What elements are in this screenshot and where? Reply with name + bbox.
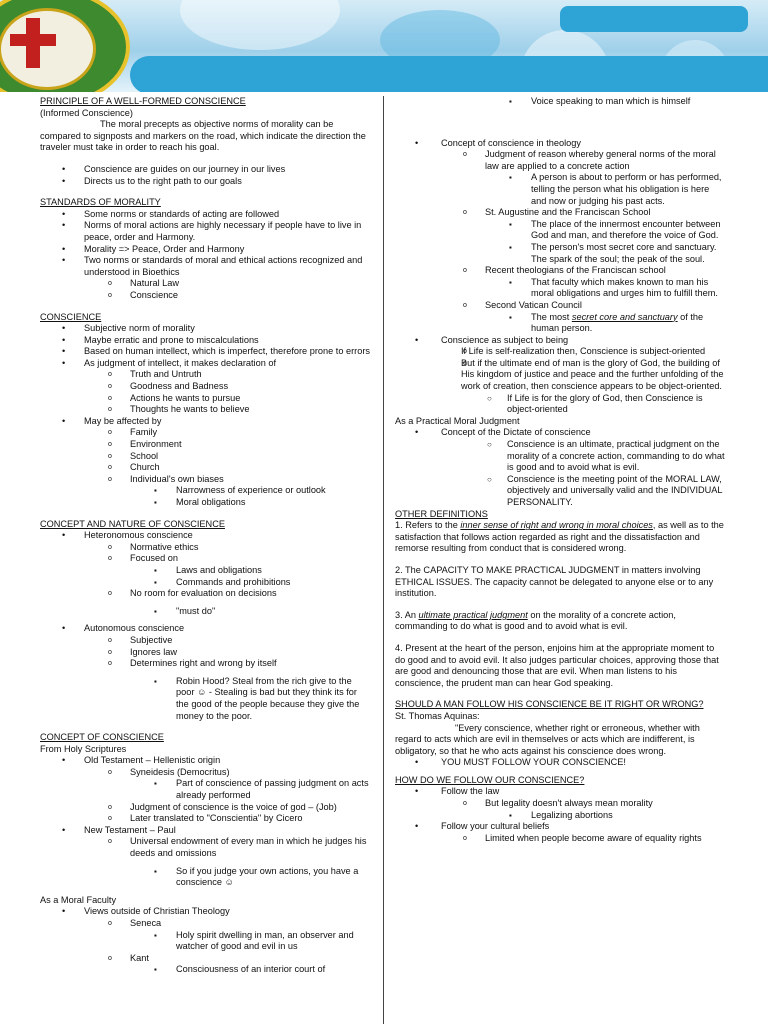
list-item: • YOU MUST FOLLOW YOUR CONSCIENCE! xyxy=(395,757,725,769)
list-item: • Autonomous conscience xyxy=(40,623,370,635)
list-item: • New Testament – Paul xyxy=(40,825,370,837)
list-item: o Limited when people become aware of equality rights xyxy=(395,833,725,845)
list-item: • Follow the law xyxy=(395,786,725,798)
text-run: of the human person. xyxy=(531,311,704,334)
list-item: o Syneidesis (Democritus) xyxy=(40,767,370,779)
list-item: ○ Conscience is an ultimate, practical judgment on the morality of a concrete action, commanding to do what is good and to avoid what is evil. xyxy=(395,439,725,474)
list-item: o Focused on xyxy=(40,553,370,565)
header-top-box xyxy=(560,6,748,32)
list-item: • Based on human intellect, which is imperfect, therefore prone to errors xyxy=(40,346,370,358)
heading-how-follow: HOW DO WE FOLLOW OUR CONSCIENCE? xyxy=(395,774,585,785)
list-item: o Conscience xyxy=(40,290,370,302)
subheading: As a Moral Faculty xyxy=(40,894,117,905)
list-item: • Subjective norm of morality xyxy=(40,323,370,335)
list-item: o Kant xyxy=(40,953,370,965)
list-item: o Thoughts he wants to believe xyxy=(40,404,370,416)
list-item: ▪ Laws and obligations xyxy=(40,565,370,577)
list-item: ▪ Part of conscience of passing judgment on acts already performed xyxy=(40,778,370,801)
list-item: ▪ Robin Hood? Steal from the rich give to the poor ☺ - Stealing is bad but they think its for the good of the people because they give the money to the poor. xyxy=(40,676,370,722)
list-item: ▪ The place of the innermost encounter between God and man, and therefore the voice of God. xyxy=(395,219,725,242)
list-item: ▪ A person is about to perform or has performed, telling the person what his obligation is here and now or judging his past acts. xyxy=(395,172,725,207)
list-item: o Recent theologians of the Franciscan school xyxy=(395,265,725,277)
heading-conscience: CONSCIENCE xyxy=(40,311,102,322)
list-item: ▪ So if you judge your own actions, you have a conscience ☺ xyxy=(40,866,370,889)
list-item: o Judgment of conscience is the voice of god – (Job) xyxy=(40,802,370,814)
column-divider xyxy=(383,96,384,1024)
list-item: o Seneca xyxy=(40,918,370,930)
emphasis-text: secret core and sanctuary xyxy=(571,311,678,322)
list-item: ▪ Holy spirit dwelling in man, an observer and watcher of good and evil in us xyxy=(40,930,370,953)
list-item: o But legality doesn't always mean morality xyxy=(395,798,725,810)
list-item: • Maybe erratic and prone to miscalculations xyxy=(40,335,370,347)
list-item: o Judgment of reason whereby general norms of the moral law are applied to a concrete action xyxy=(395,149,725,172)
list-item: o No room for evaluation on decisions xyxy=(40,588,370,600)
definition-4: 4. Present at the heart of the person, enjoins him at the appropriate moment to do good and to avoid evil. It also judges particular choices, approving those that are good and denouncing those that are evil. When man listens to his conscience, the prudent man can hear God speaking. xyxy=(395,642,719,688)
list-item: ○ Conscience is the meeting point of the MORAL LAW, objectively and universally valid and the INDIVIDUAL PERSONALITY. xyxy=(395,474,725,509)
text-run: 1. Refers to the xyxy=(395,520,461,531)
list-item: • Concept of conscience in theology xyxy=(395,138,725,150)
list-item: o If Life is self-realization then, Conscience is subject-oriented xyxy=(395,346,725,358)
list-item: • Conscience as subject to being xyxy=(395,335,725,347)
left-column xyxy=(40,96,370,976)
list-item: o Second Vatican Council xyxy=(395,300,725,312)
list-item: o Natural Law xyxy=(40,278,370,290)
heading-subtitle: (Informed Conscience) xyxy=(40,107,133,118)
list-item: o Individual's own biases xyxy=(40,474,370,486)
heading-concept-nature: CONCEPT AND NATURE OF CONSCIENCE xyxy=(40,518,225,529)
list-item: • Morality => Peace, Order and Harmony xyxy=(40,244,370,256)
list-item: o St. Augustine and the Franciscan School xyxy=(395,207,725,219)
list-item: ▪ Consciousness of an interior court of xyxy=(40,964,370,976)
list-item: • As judgment of intellect, it makes declaration of xyxy=(40,358,370,370)
list-item: ▪ Narrowness of experience or outlook xyxy=(40,485,370,497)
list-item: o Normative ethics xyxy=(40,542,370,554)
list-item: o Later translated to "Conscientia" by Cicero xyxy=(40,813,370,825)
list-item: ▪ The person's most secret core and sanctuary. The spark of the soul; the peak of the soul. xyxy=(395,242,725,265)
list-item: • Norms of moral actions are highly necessary if people have to live in peace, order and Harmony. xyxy=(40,220,370,243)
heading-should-follow: SHOULD A MAN FOLLOW HIS CONSCIENCE BE IT RIGHT OR WRONG? xyxy=(395,699,704,710)
list-item: o Family xyxy=(40,427,370,439)
list-item: • Heteronomous conscience xyxy=(40,530,370,542)
list-item: ▪ Moral obligations xyxy=(40,497,370,509)
text-run: 3. An xyxy=(395,609,419,620)
list-item: • Old Testament – Hellenistic origin xyxy=(40,755,370,767)
heading-other-definitions: OTHER DEFINITIONS xyxy=(395,508,488,519)
list-item: • Concept of the Dictate of conscience xyxy=(395,427,725,439)
text-run: on the morality of a concrete action, commanding to do what is good and to avoid what is evil. xyxy=(395,609,676,632)
seal-inner xyxy=(0,8,96,90)
emphasis-text: inner sense of right and wrong in moral choices xyxy=(460,520,653,531)
list-item: o Actions he wants to pursue xyxy=(40,393,370,405)
list-item: • May be affected by xyxy=(40,416,370,428)
heading-concept-conscience: CONCEPT OF CONSCIENCE xyxy=(40,732,164,743)
list-item: o School xyxy=(40,451,370,463)
header-title-bar xyxy=(130,56,768,92)
heading-standards: STANDARDS OF MORALITY xyxy=(40,197,161,208)
subheading: From Holy Scriptures xyxy=(40,743,127,754)
heading-well-formed: PRINCIPLE OF A WELL-FORMED CONSCIENCE xyxy=(40,96,246,106)
list-item: o Environment xyxy=(40,439,370,451)
emphasis-text: ultimate practical judgment xyxy=(418,609,528,620)
seal-cross-icon xyxy=(10,34,56,46)
list-item: o Determines right and wrong by itself xyxy=(40,658,370,670)
list-item: • Follow your cultural beliefs xyxy=(395,821,725,833)
list-item: • Conscience are guides on our journey in our lives xyxy=(40,164,370,176)
definition-2: 2. The CAPACITY TO MAKE PRACTICAL JUDGMENT in matters involving ETHICAL ISSUES. The capacity cannot be delegated to anyone else or to any institution. xyxy=(395,564,714,599)
list-item: • Two norms or standards of moral and ethical actions recognized and understood in Bioethics xyxy=(40,255,370,278)
aquinas-quote: "Every conscience, whether right or erroneous, whether with regard to acts which are evil in themselves or acts which are indifferent, is obligatory, so that he who acts against his conscience does wrong. xyxy=(395,722,700,756)
list-item: ▪ Commands and prohibitions xyxy=(40,577,370,589)
text-run: , as well as to the satisfaction that follows action regarded as right and the dissatisfaction and remorse resulting from conduct that is considered wrong. xyxy=(395,520,724,554)
list-item: • Directs us to the right path to our goals xyxy=(40,176,370,188)
list-item: ○ If Life is for the glory of God, then Conscience is object-oriented xyxy=(395,393,725,416)
list-item: • Views outside of Christian Theology xyxy=(40,906,370,918)
header-banner xyxy=(0,0,768,92)
right-column xyxy=(395,96,725,844)
text-run: The most xyxy=(531,311,572,322)
list-item: ▪ That faculty which makes known to man his moral obligations and urges him to fulfill them. xyxy=(395,277,725,300)
list-item: o Universal endowment of every man in which he judges his deeds and omissions xyxy=(40,836,370,859)
list-item: o Truth and Untruth xyxy=(40,369,370,381)
definition-1 xyxy=(395,520,725,555)
subheading: As a Practical Moral Judgment xyxy=(395,415,520,426)
list-item: • Some norms or standards of acting are followed xyxy=(40,209,370,221)
list-item xyxy=(395,312,725,335)
list-item: o But if the ultimate end of man is the glory of God, the building of His kingdom of justice and peace and the further unfolding of the work of creation, then conscience appears to be object-oriented. xyxy=(395,358,725,393)
list-item: o Subjective xyxy=(40,635,370,647)
list-item: ▪ "must do" xyxy=(40,606,370,618)
decorative-swirl xyxy=(180,0,340,50)
list-item: o Church xyxy=(40,462,370,474)
definition-3 xyxy=(395,610,725,633)
list-item: o Goodness and Badness xyxy=(40,381,370,393)
list-item: ▪ Voice speaking to man which is himself xyxy=(395,96,725,108)
subheading: St. Thomas Aquinas: xyxy=(395,710,480,721)
intro-paragraph: The moral precepts as objective norms of morality can be compared to signposts and markers on the road, which indicate the direction the traveler must take in order to reach his goal. xyxy=(40,119,366,153)
list-item: ▪ Legalizing abortions xyxy=(395,810,725,822)
list-item: o Ignores law xyxy=(40,647,370,659)
college-seal-logo xyxy=(0,0,130,92)
